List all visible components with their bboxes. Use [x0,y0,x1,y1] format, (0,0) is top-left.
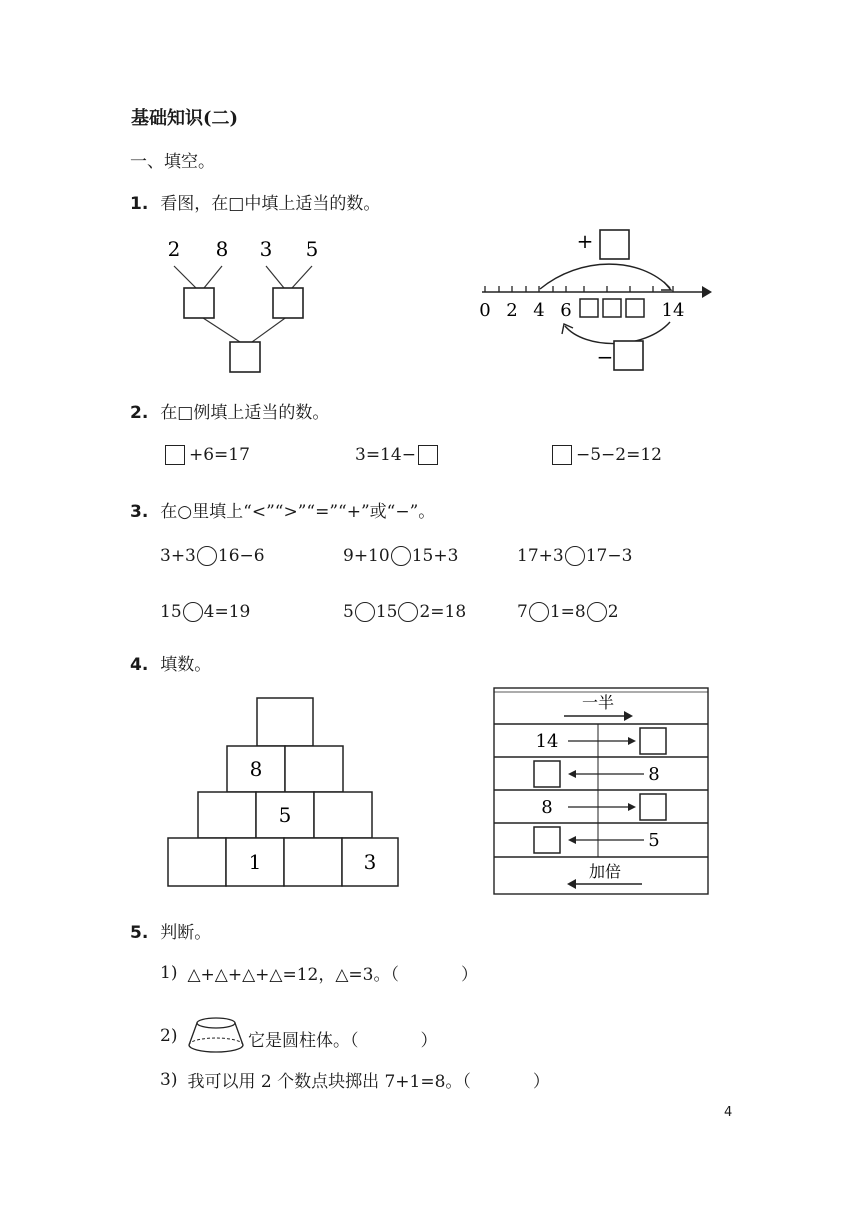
compare-item [160,602,250,622]
question-4 [130,650,211,675]
question-number: 2. [130,403,149,423]
question-number: 3. [130,502,149,522]
item-text: 我可以用 2 个数点块掷出 7+1=8。（ [187,1072,471,1092]
question-number: 4. [130,655,149,675]
row-number: 5 [648,830,660,851]
section-heading: 一、填空。 [130,152,215,172]
number-tree-diagram [160,232,330,380]
expr-left: 17+3 [517,546,564,566]
answer-box[interactable] [600,230,629,259]
tree-number: 8 [215,237,229,261]
equation-text: −5−2=12 [576,445,662,465]
equation-text: 3=14− [355,445,416,465]
footer-label: 加倍 [588,862,622,881]
compare-item [343,546,458,566]
expr-left: 9+10 [343,546,390,566]
answer-box[interactable] [418,445,438,465]
equation-3 [552,445,662,465]
half-double-table [492,686,710,898]
item-label: 3) [160,1069,178,1090]
row-number: 14 [535,731,559,752]
answer-box[interactable] [640,794,666,820]
equation-2 [355,445,438,465]
pyramid-cell[interactable] [284,838,342,886]
plus-sign: + [576,229,594,253]
expr-right: 16−6 [217,546,265,566]
question-number: 5. [130,923,149,943]
answer-box[interactable] [165,445,185,465]
answer-circle[interactable] [398,602,418,622]
answer-box[interactable] [273,288,303,318]
pyramid-number: 3 [363,850,377,874]
answer-box[interactable] [552,445,572,465]
expr-part: 15 [160,602,182,622]
question-text: 填数。 [160,655,212,675]
tick-label: 4 [533,300,545,321]
compare-item [160,546,265,566]
expr-part: 7 [517,602,528,622]
number-pyramid [165,696,401,890]
compare-item [517,546,632,566]
tree-number: 3 [259,237,273,261]
tick-label: 6 [560,300,572,321]
minus-sign: − [596,345,614,369]
question-1 [130,189,380,214]
question-text: 在□例填上适当的数。 [160,403,330,423]
answer-box[interactable] [580,299,598,317]
answer-circle[interactable] [529,602,549,622]
pyramid-number: 1 [248,850,262,874]
equation-text: +6=17 [189,445,250,465]
answer-box[interactable] [626,299,644,317]
question-text: 判断。 [160,923,212,943]
compare-item [343,602,466,622]
answer-circle[interactable] [391,546,411,566]
answer-circle[interactable] [565,546,585,566]
page-title: 基础知识(二) [131,108,239,129]
expr-part: 1=8 [549,602,586,622]
answer-circle[interactable] [355,602,375,622]
pyramid-cell[interactable] [314,792,372,838]
equation-1 [165,445,250,465]
judge-item [160,1067,550,1092]
expr-right: 17−3 [585,546,633,566]
pyramid-cell[interactable] [198,792,256,838]
question-3 [130,497,435,522]
judge-item [160,1026,187,1046]
tree-number: 5 [305,237,319,261]
item-label: 2) [160,1026,178,1046]
expr-left: 3+3 [160,546,196,566]
question-text: 在○里填上“<”“>”“=”“+”或“−”。 [160,502,436,522]
answer-box[interactable] [534,827,560,853]
close-paren: ） [420,1031,438,1051]
answer-box[interactable] [534,761,560,787]
pyramid-number: 8 [249,757,263,781]
answer-box[interactable] [640,728,666,754]
expr-part: 2 [607,602,619,622]
tick-label: 2 [506,300,518,321]
expr-part: 2=18 [419,602,467,622]
item-text: △+△+△+△=12，△=3。（ [187,965,399,985]
header-label: 一半 [581,693,615,712]
answer-circle[interactable] [587,602,607,622]
tick-label: 0 [479,300,491,321]
forward-arrow [540,264,670,289]
pyramid-cell[interactable] [168,838,226,886]
expr-part: 5 [343,602,354,622]
item-label: 1) [160,962,178,983]
row-number: 8 [648,764,660,785]
question-text: 看图，在□中填上适当的数。 [160,194,381,214]
answer-circle[interactable] [197,546,217,566]
expr-right: 15+3 [411,546,459,566]
row-number: 8 [541,797,553,818]
judge-item [160,960,478,985]
answer-circle[interactable] [183,602,203,622]
item-text: 它是圆柱体。（ [248,1031,359,1051]
compare-item [517,602,619,622]
pyramid-cell[interactable] [285,746,343,792]
answer-box[interactable] [184,288,214,318]
page-number: 4 [724,1105,733,1120]
tick-label: 14 [661,300,685,321]
close-paren: ） [532,1072,550,1092]
expr-part: 15 [375,602,398,622]
number-line-diagram [470,224,720,374]
question-5 [130,918,211,943]
tree-number: 2 [167,237,181,261]
pyramid-number: 5 [278,803,292,827]
answer-box[interactable] [603,299,621,317]
question-2 [130,398,329,423]
close-paren: ） [461,965,478,985]
answer-box[interactable] [230,342,260,372]
question-number: 1. [130,194,149,214]
answer-box[interactable] [614,341,643,370]
expr-part: 4=19 [203,602,251,622]
judge-item-text [248,1026,438,1051]
pyramid-cell[interactable] [257,698,313,746]
frustum-shape-icon [186,1016,246,1056]
